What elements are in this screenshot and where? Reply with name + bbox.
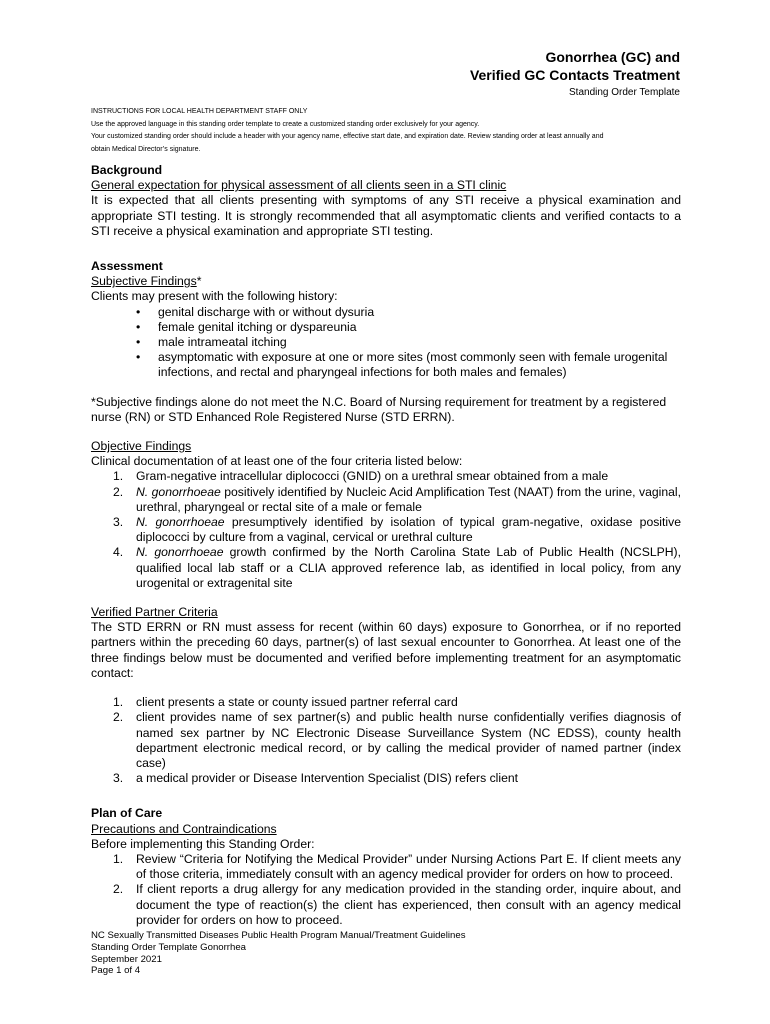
verified-partner-list	[91, 695, 681, 786]
objective-findings-heading: Objective Findings	[91, 439, 192, 454]
objective-findings-list	[91, 469, 681, 591]
subjective-findings-list	[91, 305, 681, 381]
subjective-note: *Subjective findings alone do not meet the N.C. Board of Nursing requirement for treatment by a registered nurse (RN) or STD Enhanced Role Registered Nurse (STD ERRN).	[91, 394, 667, 424]
background-text: It is expected that all clients presenting with symptoms of any STI receive a physical examination and appropriate STI testing. It is strongly recommended that all asymptomatic clients and verified contacts to a STI receive a physical examination and appropriate STI testing.	[91, 193, 681, 238]
list-item: • genital discharge with or without dysuria	[91, 305, 681, 320]
list-text: Gram-negative intracellular diplococci (GNID) on a urethral smear obtained from a male	[136, 469, 609, 484]
list-item	[91, 695, 681, 710]
list-item: • asymptomatic with exposure at one or more sites (most commonly seen with female urogenital infections, and rectal and pharyngeal infections for both males and females)	[91, 350, 681, 380]
footer-line-1: NC Sexually Transmitted Diseases Public Health Program Manual/Treatment Guidelines	[91, 930, 466, 941]
list-item	[91, 771, 681, 786]
assessment-title: Assessment	[91, 259, 163, 274]
list-text: positively identified by Nucleic Acid Amplification Test (NAAT) from the urine, vaginal, urethral, pharyngeal or rectal site of a male or female	[136, 484, 681, 514]
document-header	[470, 48, 680, 99]
list-item	[91, 545, 681, 591]
precautions-list	[91, 852, 681, 928]
subjective-findings-heading: Subjective Findings	[91, 274, 197, 289]
list-number: 1.	[113, 851, 124, 866]
background-subheading: General expectation for physical assessment of all clients seen in a STI clinic	[91, 178, 507, 193]
staff-instructions	[91, 106, 691, 156]
organism-name: N. gonorrhoeae	[136, 515, 225, 530]
list-text: client provides name of sex partner(s) and public health nurse confidentially verifies diagnosis of named sex partner by NC Electronic Disease Surveillance System (NC EDSS), county health department electronic medical record, or by calling the medical provider of named partner (index case)	[136, 710, 681, 770]
list-number: 4.	[113, 545, 124, 560]
verified-partner-text: The STD ERRN or RN must assess for recent (within 60 days) exposure to Gonorrhea, or if no reported partners within the preceding 60 days, partner(s) of last sexual encounter to Gonorrhea. At least one of the three findings below must be documented and verified before implementing treatment for an asymptomatic contact:	[91, 620, 681, 680]
list-item	[91, 515, 681, 545]
list-item: • male intrameatal itching	[91, 335, 681, 350]
plan-of-care-title: Plan of Care	[91, 806, 163, 821]
list-text: If client reports a drug allergy for any medication provided in the standing order, inquire about, and document the type of reaction(s) the client has experienced, then consult with an agency medical provider for orders on how to proceed.	[136, 882, 681, 927]
list-text: presumptively identified by isolation of typical gram-negative, oxidase positive diplococci by culture from a vaginal, cervical or urethral culture	[136, 515, 681, 545]
objective-intro: Clinical documentation of at least one of the four criteria listed below:	[91, 454, 463, 469]
subjective-intro: Clients may present with the following history:	[91, 289, 338, 304]
list-number: 2.	[113, 484, 124, 499]
organism-name: N. gonorrhoeae	[136, 545, 224, 560]
background-title: Background	[91, 163, 163, 177]
verified-partner-heading: Verified Partner Criteria	[91, 605, 218, 620]
footer-line-3: September 2021	[91, 953, 162, 965]
list-text: growth confirmed by the North Carolina State Lab of Public Health (NCSLPH), qualified local lab staff or a CLIA approved reference lab, as identified in local policy, from any urogenital or extragenital site	[136, 545, 681, 590]
document-title-line-1: Gonorrhea (GC) and	[545, 49, 680, 65]
document-body	[91, 163, 681, 928]
list-item	[91, 882, 681, 928]
subjective-findings-mark: *	[196, 274, 202, 289]
list-text: Review “Criteria for Notifying the Medical Provider” under Nursing Actions Part E. If client meets any of those criteria, immediately consult with an agency medical provider for orders on how to proceed.	[136, 851, 681, 882]
list-number: 3.	[113, 771, 124, 786]
document-subtitle: Standing Order Template	[569, 87, 680, 98]
precautions-heading: Precautions and Contraindications	[91, 821, 277, 836]
footer-line-2: Standing Order Template Gonorrhea	[91, 941, 247, 953]
list-item	[91, 710, 681, 771]
list-number: 1.	[113, 469, 124, 484]
page-number: Page 1 of 4	[91, 965, 141, 977]
document-footer	[91, 930, 466, 977]
instructions-line-1: Use the approved language in this standing order template to create a customized standing order exclusively for your agency.	[91, 120, 480, 128]
list-item: • female genital itching or dyspareunia	[91, 320, 681, 335]
list-number: 2.	[113, 882, 124, 897]
list-item	[91, 485, 681, 515]
list-number: 1.	[113, 695, 124, 710]
instructions-line-3: obtain Medical Director’s signature.	[91, 145, 201, 153]
list-number: 2.	[113, 710, 124, 725]
list-text: client presents a state or county issued partner referral card	[136, 695, 458, 710]
list-item	[91, 852, 681, 882]
list-text: a medical provider or Disease Intervention Specialist (DIS) refers client	[136, 771, 519, 786]
instructions-heading: INSTRUCTIONS FOR LOCAL HEALTH DEPARTMENT STAFF ONLY	[91, 108, 308, 115]
precautions-intro: Before implementing this Standing Order:	[91, 836, 315, 851]
instructions-line-2: Your customized standing order should include a header with your agency name, effective start date, and expiration date. Review standing order at least annually and	[91, 133, 604, 141]
subjective-findings-heading-line	[91, 274, 681, 289]
organism-name: N. gonorrhoeae	[136, 484, 221, 499]
document-title-line-2: Verified GC Contacts Treatment	[469, 67, 680, 83]
list-number: 3.	[113, 515, 124, 530]
list-item	[91, 469, 681, 484]
